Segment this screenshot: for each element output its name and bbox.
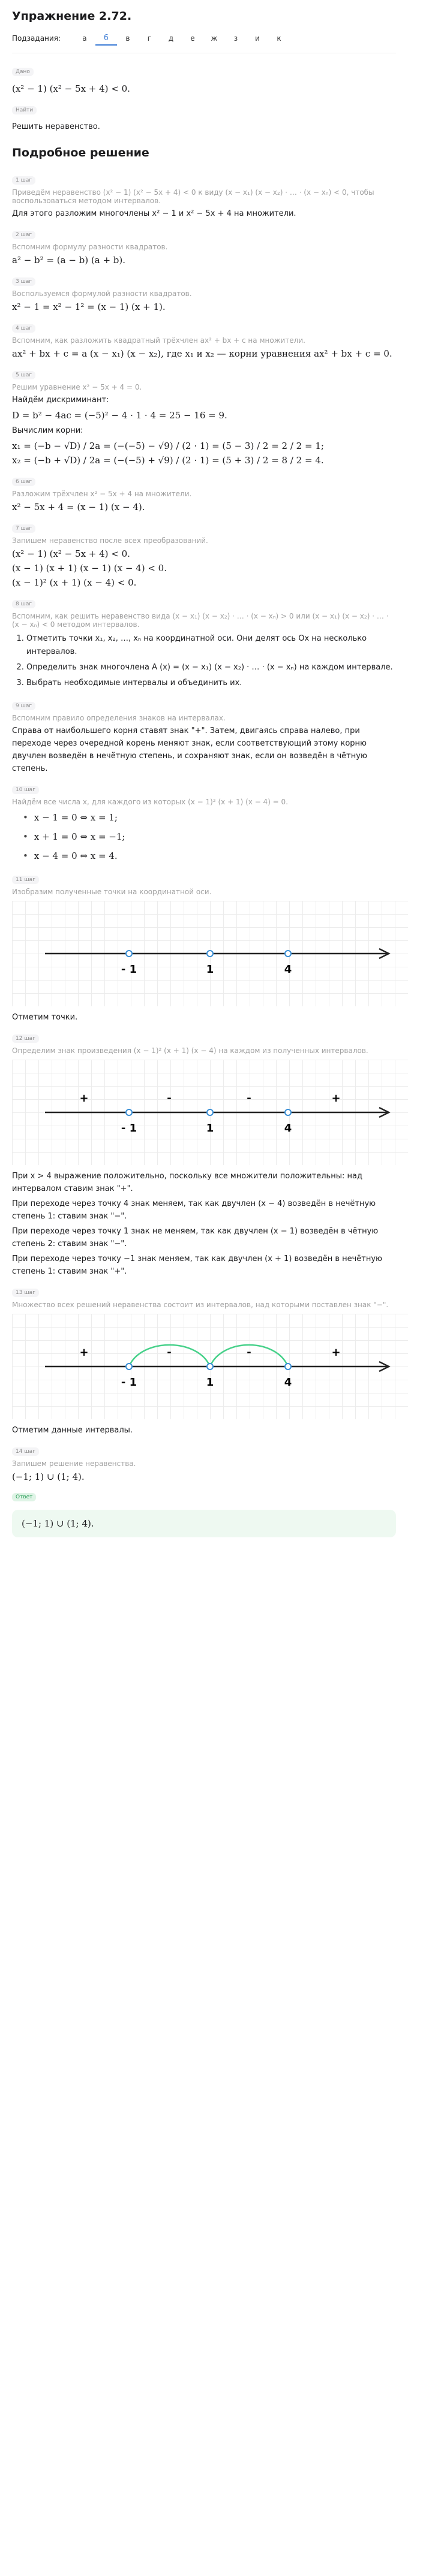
point-label: - 1	[121, 1122, 137, 1135]
list-item: 2. Определить знак многочлена A (x) = (x − x₁) (x − x₂) · … · (x − xₙ) на каждом интервале.	[26, 661, 396, 674]
discriminant-formula: D = b² − 4ac = (−5)² − 4 · 1 · 4 = 25 − 16 = 9.	[12, 410, 227, 421]
root-x2: x₂ = (−b + √D) / 2a = (−(−5) + √9) / (2 · 1) = (5 + 3) / 2 = 8 / 2 = 4.	[12, 455, 324, 466]
step-tag: 12 шаг	[12, 1034, 39, 1043]
tab-g[interactable]: г	[147, 34, 152, 43]
solution-title: Подробное решение	[12, 146, 149, 159]
sign-label: +	[331, 1092, 341, 1105]
step-hint: Решим уравнение x² − 5x + 4 = 0.	[12, 383, 142, 391]
method-steps-list	[12, 632, 396, 690]
step-text: Отметим точки.	[12, 1013, 78, 1022]
point-label: 4	[284, 1376, 292, 1389]
step-formula: x² − 1 = x² − 1² = (x − 1) (x + 1).	[12, 301, 166, 312]
point-label: 1	[206, 1376, 214, 1389]
step-text: Для этого разложим многочлены x² − 1 и x² − 5x + 4 на множители.	[12, 209, 296, 218]
step-tag: 2 шаг	[12, 231, 35, 239]
tab-v[interactable]: в	[125, 34, 130, 43]
list-item: • x + 1 = 0 ⇔ x = −1;	[23, 829, 396, 844]
step-tag: 1 шаг	[12, 176, 35, 185]
roots-label: Вычислим корни:	[12, 426, 83, 435]
step-tag: 4 шаг	[12, 324, 35, 333]
tab-d[interactable]: д	[168, 34, 174, 43]
list-item: • x − 1 = 0 ⇔ x = 1;	[23, 810, 396, 825]
step-hint: Найдём все числа x, для каждого из которых (x − 1)² (x + 1) (x − 4) = 0.	[12, 798, 289, 806]
list-item: 3. Выбрать необходимые интервалы и объединить их.	[26, 677, 396, 690]
point-4	[285, 951, 291, 957]
step-hint: Вспомним, как разложить квадратный трёхчлен ax² + bx + c на множители.	[12, 336, 305, 345]
point-4	[285, 1109, 291, 1115]
solution-line-figure	[12, 1314, 408, 1419]
answer-box	[12, 1510, 396, 1537]
step-tag: 13 шаг	[12, 1289, 39, 1297]
step-formula: (x − 1)² (x + 1) (x − 4) < 0.	[12, 577, 137, 588]
step-hint: Вспомним, как решить неравенство вида (x − x₁) (x − x₂) · … · (x − xₙ) > 0 или (x − x₁) (x − x₂) · … · (x − xₙ) < 0 методом интервалов.	[12, 612, 389, 629]
point-label: 4	[284, 963, 292, 976]
find-text: Решить неравенство.	[12, 122, 100, 131]
step-hint: Вспомним правило определения знаков на интервалах.	[12, 714, 226, 722]
tab-i[interactable]: и	[255, 34, 260, 43]
point-minus-1	[126, 1364, 132, 1370]
step-tag: 11 шаг	[12, 876, 39, 884]
step-tag: 9 шаг	[12, 702, 35, 710]
sign-label: +	[79, 1092, 89, 1105]
tab-z[interactable]: з	[233, 34, 238, 43]
tab-k[interactable]: к	[277, 34, 281, 43]
step-tag: 7 шаг	[12, 524, 35, 533]
solution-line-svg	[12, 1314, 408, 1419]
list-item: 1. Отметить точки x₁, x₂, …, xₙ на координатной оси. Они делят ось Ox на несколько интервалов.	[26, 632, 396, 659]
step-formula: x² − 5x + 4 = (x − 1) (x − 4).	[12, 502, 145, 512]
step-text: Отметим данные интервалы.	[12, 1426, 133, 1435]
page-title: Упражнение 2.72.	[12, 10, 132, 23]
sign-label: +	[79, 1346, 89, 1359]
step-tag: 6 шаг	[12, 478, 35, 486]
step-hint: Множество всех решений неравенства состоит из интервалов, над которыми поставлен знак "−".	[12, 1301, 389, 1309]
tab-b[interactable]: б	[95, 31, 117, 46]
answer-value: (−1; 1) ∪ (1; 4).	[22, 1518, 94, 1529]
step-formula: (x − 1) (x + 1) (x − 1) (x − 4) < 0.	[12, 563, 167, 574]
roots-list	[12, 810, 396, 864]
step-formula: a² − b² = (a − b) (a + b).	[12, 255, 126, 266]
sign-explanation: При переходе через точку 4 знак меняем, так как двучлен (x − 4) возведён в нечётную степень 1: ставим знак "−".	[12, 1199, 376, 1221]
step-hint: Запишем решение неравенства.	[12, 1459, 136, 1468]
point-minus-1	[126, 951, 132, 957]
step-hint: Вспомним формулу разности квадратов.	[12, 243, 168, 251]
step-tag: 3 шаг	[12, 277, 35, 286]
number-line-svg	[12, 901, 408, 1006]
sign-explanation: При x > 4 выражение положительно, поскольку все множители положительны: над интервалом ставим знак "+".	[12, 1172, 362, 1193]
point-label: 4	[284, 1122, 292, 1135]
sign-explanation: При переходе через точку 1 знак не меняем, так как двучлен (x − 1) возведён в чётную степень 2: ставим знак "−".	[12, 1227, 379, 1248]
tab-zh[interactable]: ж	[211, 34, 218, 43]
sign-line-svg	[12, 1060, 408, 1165]
list-item: • x − 4 = 0 ⇔ x = 4.	[23, 848, 396, 864]
root-x1: x₁ = (−b − √D) / 2a = (−(−5) − √9) / (2 · 1) = (5 − 3) / 2 = 2 / 2 = 1;	[12, 441, 324, 451]
subsections-label: Подзадания:	[12, 34, 61, 43]
point-label: 1	[206, 1122, 214, 1135]
sign-label: -	[167, 1092, 172, 1105]
answer-tag: Ответ	[12, 1493, 36, 1501]
find-tag: Найти	[12, 106, 37, 114]
step-hint: Запишем неравенство после всех преобразований.	[12, 536, 208, 545]
sign-label: -	[247, 1346, 251, 1359]
step-hint: Приведём неравенство (x² − 1) (x² − 5x + 4) < 0 к виду (x − x₁) (x − x₂) · … · (x − xₙ) < 0, чтобы воспользоваться методом интервалов.	[12, 188, 374, 205]
step-formula: ax² + bx + c = a (x − x₁) (x − x₂), где x₁ и x₂ — корни уравнения ax² + bx + c = 0.	[12, 348, 392, 359]
step-tag: 14 шаг	[12, 1447, 39, 1456]
point-label: - 1	[121, 963, 137, 976]
sign-label: +	[331, 1346, 341, 1359]
sign-explanation: При переходе через точку −1 знак меняем, так как двучлен (x + 1) возведён в нечётную степень 1: ставим знак "+".	[12, 1254, 383, 1276]
given-tag: Дано	[12, 68, 34, 76]
point-label: 1	[206, 963, 214, 976]
step-tag: 8 шаг	[12, 600, 35, 608]
tab-e[interactable]: е	[190, 34, 195, 43]
point-1	[207, 951, 213, 957]
point-1	[207, 1109, 213, 1115]
discriminant-label: Найдём дискриминант:	[12, 396, 109, 405]
point-label: - 1	[121, 1376, 137, 1389]
step-hint: Разложим трёхчлен x² − 5x + 4 на множители.	[12, 490, 192, 498]
step-tag: 10 шаг	[12, 786, 39, 794]
sign-line-figure	[12, 1060, 408, 1165]
step-formula: (x² − 1) (x² − 5x + 4) < 0.	[12, 548, 130, 559]
step-hint: Воспользуемся формулой разности квадратов.	[12, 289, 192, 298]
point-1	[207, 1364, 213, 1370]
step-hint: Изобразим полученные точки на координатной оси.	[12, 888, 212, 896]
step-hint: Определим знак произведения (x − 1)² (x + 1) (x − 4) на каждом из полученных интервалов.	[12, 1046, 368, 1055]
step-text: Справа от наибольшего корня ставят знак "+". Затем, двигаясь справа налево, при переходе через очередной корень меняют знак, если соответствующий этому корню двучлен возведён в нечётную степень, и сохраняют знак, если он возведён в чётную степень.	[12, 726, 367, 773]
point-minus-1	[126, 1109, 132, 1115]
given-expression: (x² − 1) (x² − 5x + 4) < 0.	[12, 83, 130, 94]
sign-label: -	[167, 1346, 172, 1359]
step-tag: 5 шаг	[12, 371, 35, 379]
subsection-tabs	[12, 31, 396, 46]
number-line-figure	[12, 901, 408, 1006]
tab-a[interactable]: а	[82, 34, 87, 43]
sign-label: -	[247, 1092, 251, 1105]
page	[0, 10, 408, 1537]
point-4	[285, 1364, 291, 1370]
step-formula: (−1; 1) ∪ (1; 4).	[12, 1471, 85, 1482]
